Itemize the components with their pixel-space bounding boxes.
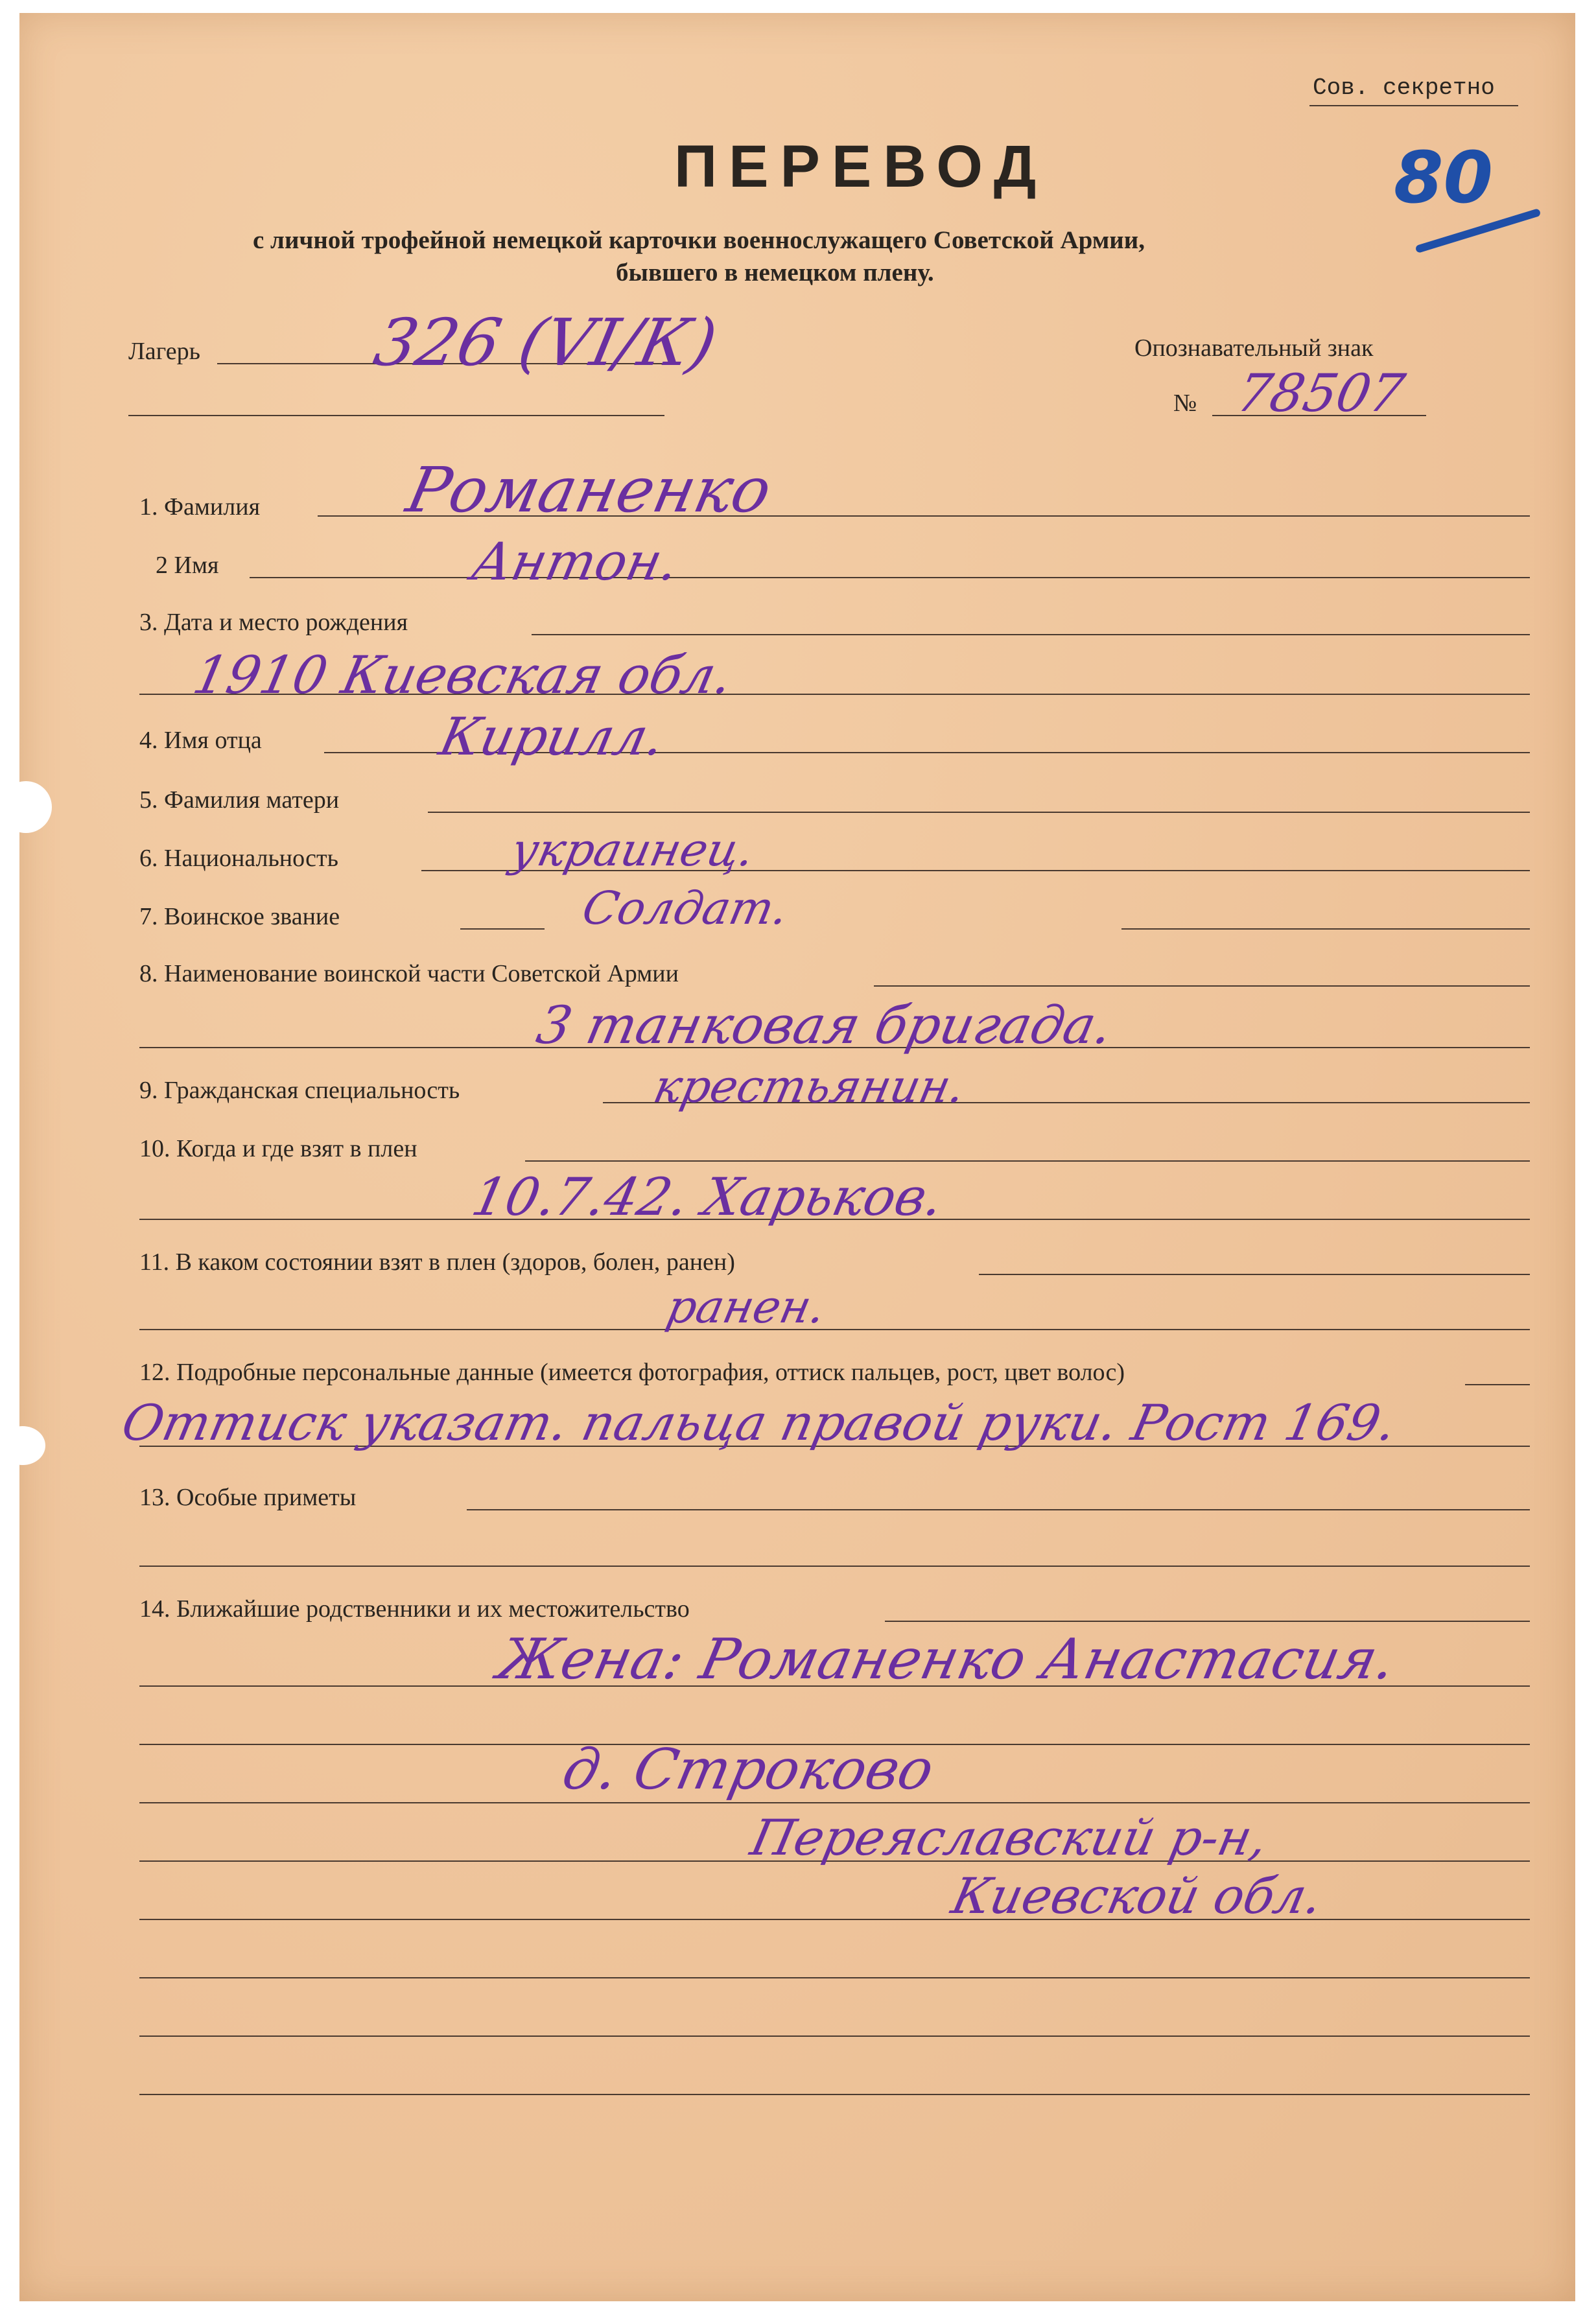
form-subtitle: бывшего в немецком плену.: [616, 259, 934, 287]
field-line: [139, 2035, 1530, 2037]
field-line: [979, 1274, 1530, 1275]
form-title: ПЕРЕВОД: [674, 134, 1048, 200]
field-value-captured: 10.7.42. Харьков.: [467, 1167, 949, 1227]
camp-line-2: [128, 415, 664, 416]
field-label-birth: 3. Дата и место рождения: [139, 609, 408, 636]
torn-notch: [0, 1426, 45, 1465]
field-label-rank: 7. Воинское звание: [139, 903, 340, 930]
field-label-father: 4. Имя отца: [139, 727, 262, 754]
field-value-name: Антон.: [467, 532, 685, 592]
field-value-birth: 1910 Киевская обл.: [188, 645, 738, 705]
field-label-name: 2 Имя: [156, 552, 219, 579]
torn-notch: [0, 781, 52, 833]
field-value-surname: Романенко: [401, 454, 778, 526]
field-value-personal: Оттиск указат. пальца правой руки. Рост 169.: [117, 1394, 1402, 1451]
field-line: [139, 1977, 1530, 1978]
field-line: [525, 1160, 1530, 1162]
field-line: [139, 1329, 1530, 1330]
field-line: [139, 1802, 1530, 1803]
field-line: [250, 577, 1530, 578]
relatives-line-4: Киевской обл.: [946, 1867, 1328, 1925]
field-label-surname: 1. Фамилия: [139, 493, 261, 521]
relatives-line-3: Переяславский р-н,: [745, 1809, 1273, 1866]
field-label-personal: 12. Подробные персональные данные (имеется фотография, оттиск пальцев, рост, цвет волос): [139, 1359, 1125, 1386]
field-label-features: 13. Особые приметы: [139, 1484, 357, 1511]
form-subtitle: с личной трофейной немецкой карточки военнослужащего Советской Армии,: [253, 226, 1145, 254]
tag-value: 78507: [1232, 363, 1410, 423]
field-label-condition: 11. В каком состоянии взят в плен (здоров, болен, ранен): [139, 1249, 735, 1276]
field-line: [467, 1509, 1530, 1510]
relatives-line-1: Жена: Романенко Анастасия.: [492, 1627, 1402, 1692]
field-label-captured: 10. Когда и где взят в плен: [139, 1135, 417, 1162]
field-label-relatives: 14. Ближайшие родственники и их местожительство: [139, 1595, 690, 1623]
camp-label: Лагерь: [128, 338, 200, 365]
field-line: [885, 1621, 1530, 1622]
field-line: [1465, 1384, 1530, 1385]
field-line: [428, 812, 1530, 813]
field-value-rank: Солдат.: [578, 882, 793, 935]
field-value-condition: ранен.: [662, 1280, 831, 1333]
document-sheet: [19, 13, 1575, 2301]
field-line: [139, 2094, 1530, 2095]
field-label-unit: 8. Наименование воинской части Советской Армии: [139, 960, 679, 987]
field-line: [139, 1919, 1530, 1920]
relatives-line-2: д. Строково: [557, 1737, 939, 1802]
field-value-father: Кирилл.: [434, 707, 670, 767]
field-line: [139, 1566, 1530, 1567]
field-line: [1121, 928, 1530, 930]
secret-stamp: Сов. секретно: [1313, 75, 1495, 101]
field-label-profession: 9. Гражданская специальность: [139, 1077, 460, 1104]
field-line: [532, 634, 1530, 635]
field-label-nationality: 6. Национальность: [139, 845, 338, 872]
field-line: [460, 928, 545, 930]
field-value-profession: крестьянин.: [649, 1060, 970, 1113]
camp-value: 326 (VI/К): [368, 305, 723, 381]
tag-number-label: №: [1173, 390, 1197, 417]
field-value-unit: 3 танковая бригада.: [532, 995, 1118, 1055]
field-value-nationality: украинец.: [506, 823, 760, 876]
secret-underline: [1309, 105, 1518, 106]
tag-label: Опознавательный знак: [1134, 334, 1374, 362]
archive-number: 80: [1394, 136, 1494, 219]
field-label-mother: 5. Фамилия матери: [139, 786, 340, 814]
field-line: [874, 985, 1530, 987]
